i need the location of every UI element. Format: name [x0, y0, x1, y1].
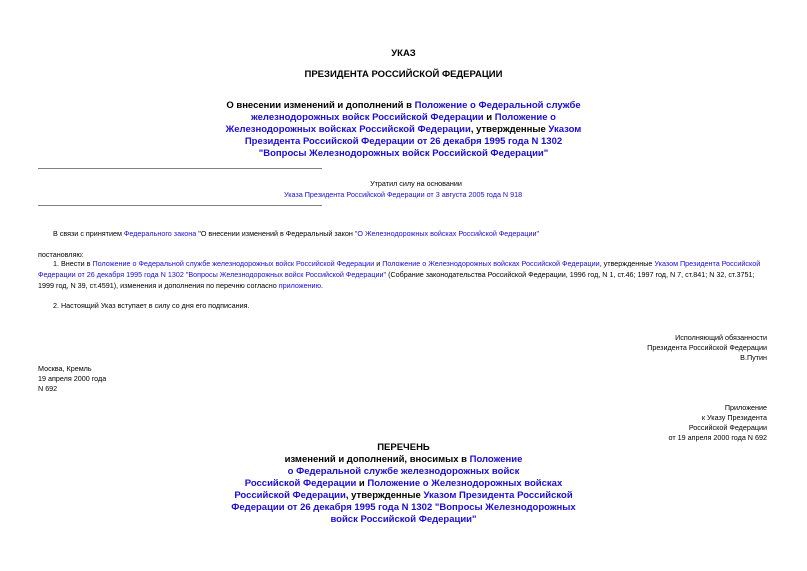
list-line-3: Российской Федерации и Положение о Железнодорожных войсках [244, 478, 563, 489]
list-link-decree[interactable]: Указом Президента Российской [423, 490, 573, 501]
list-line-1: изменений и дополнений, вносимых в Положение [284, 454, 523, 465]
item-1-line-2: Федерации от 26 декабря 1995 года N 1302 "Вопросы Железнодорожных войск Российской Федерации" (Собрание законодательства Российской Федерации, 1996 год, N 1, ст.46; 1997 год, N 7, ст.841; N 32, ст.3751; [38, 270, 755, 279]
subject-link-decree-title[interactable]: "Вопросы Железнодорожных войск Российской Федерации" [258, 148, 549, 159]
subject-line-2: железнодорожных войск Российской Федерации и Положение о [251, 112, 556, 123]
doc-issuer: ПРЕЗИДЕНТА РОССИЙСКОЙ ФЕДЕРАЦИИ [304, 69, 503, 80]
subject-link-decree[interactable]: Указом [548, 124, 582, 135]
status-note: Утратил силу на основании [370, 179, 462, 188]
list-link-position[interactable]: Положение [469, 454, 523, 465]
subject-link-decree-cont[interactable]: Президента Российской Федерации от 26 декабря 1995 года N 1302 [244, 136, 563, 147]
status-repeal-link[interactable]: Указа Президента Российской Федерации от 3 августа 2005 года N 918 [284, 190, 523, 199]
link-federal-law-title[interactable]: "О Железнодорожных войсках Российской Федерации" [354, 229, 540, 238]
subject-link-position-gv[interactable]: Положение о [494, 112, 556, 123]
item-1-line-3: 1999 год, N 39, ст.4591), изменения и дополнения по перечню согласно приложению. [38, 281, 323, 290]
list-subject [0, 454, 807, 526]
signature-name: В.Путин [740, 353, 767, 362]
signature-block [647, 333, 767, 363]
list-link-position-cont[interactable]: о Федеральной службе железнодорожных войск [287, 466, 520, 477]
signature-line-2: Президента Российской Федерации [647, 343, 767, 352]
appendix-block [668, 403, 767, 443]
divider-bottom [38, 205, 322, 206]
list-link-position-gv[interactable]: Положение о Железнодорожных войсках [367, 478, 563, 489]
subject-line-5 [0, 148, 807, 160]
appendix-line-1: Приложение [724, 403, 767, 412]
list-title: ПЕРЕЧЕНЬ [377, 442, 430, 453]
subject-link-position-fsgv-cont[interactable]: железнодорожных войск Российской Федерации [251, 112, 484, 123]
appendix-line-3: Российской Федерации [688, 423, 767, 432]
preamble: В связи с принятием Федерального закона "О внесении изменений в Федеральный закон "О Железнодорожных войсках Российской Федерации" [53, 229, 540, 238]
signature-line-1: Исполняющий обязанности [675, 333, 767, 342]
link-decree-body[interactable]: Указом Президента Российской [654, 259, 761, 268]
list-line-2 [0, 466, 807, 478]
appendix-line-2: к Указу Президента [701, 413, 767, 422]
doc-subject [0, 100, 807, 160]
place: Москва, Кремль [38, 364, 92, 373]
place-date-block [38, 364, 106, 394]
list-line-4: Российской Федерации, утвержденные Указом Президента Российской [234, 490, 573, 501]
list-link-decree-cont[interactable]: Федерации от 26 декабря 1995 года N 1302 "Вопросы Железнодорожных [231, 502, 576, 513]
list-line-6 [0, 514, 807, 526]
subject-link-position-fsgv[interactable]: Положение о Федеральной службе [414, 100, 581, 111]
subject-line-3: Железнодорожных войсках Российской Федерации, утвержденные Указом [225, 124, 582, 135]
link-appendix[interactable]: приложению [278, 281, 321, 290]
doc-title: УКАЗ [391, 48, 416, 59]
subject-link-position-gv-cont[interactable]: Железнодорожных войсках Российской Федерации [225, 124, 471, 135]
divider-top [38, 168, 322, 169]
subject-line-1: О внесении изменений и дополнений в Положение о Федеральной службе [226, 100, 581, 111]
decree-number: N 692 [38, 384, 58, 393]
postanovlyayu: постановляю: [38, 250, 84, 259]
item-1-line-1: 1. Внести в Положение о Федеральной службе железнодорожных войск Российской Федерации и Положение о Железнодорожных войсках Российской Федерации, утвержденные Указом Президента Российской [53, 259, 761, 268]
subject-line-4 [0, 136, 807, 148]
appendix-line-4: от 19 апреля 2000 года N 692 [668, 433, 767, 442]
list-link-rf-2[interactable]: Российской Федерации [234, 490, 346, 501]
link-position-fsgv-body[interactable]: Положение о Федеральной службе железнодорожных войск Российской Федерации [92, 259, 375, 268]
link-position-gv-body[interactable]: Положение о Железнодорожных войсках Российской Федерации [382, 259, 600, 268]
link-decree-body-cont[interactable]: Федерации от 26 декабря 1995 года N 1302 "Вопросы Железнодорожных войск Российской Федерации" [38, 270, 387, 279]
list-link-decree-end[interactable]: войск Российской Федерации" [330, 514, 477, 525]
item-2: 2. Настоящий Указ вступает в силу со дня его подписания. [53, 301, 250, 310]
list-line-5 [0, 502, 807, 514]
list-link-rf[interactable]: Российской Федерации [244, 478, 357, 489]
link-federal-law[interactable]: Федерального закона [123, 229, 197, 238]
date: 19 апреля 2000 года [38, 374, 107, 383]
